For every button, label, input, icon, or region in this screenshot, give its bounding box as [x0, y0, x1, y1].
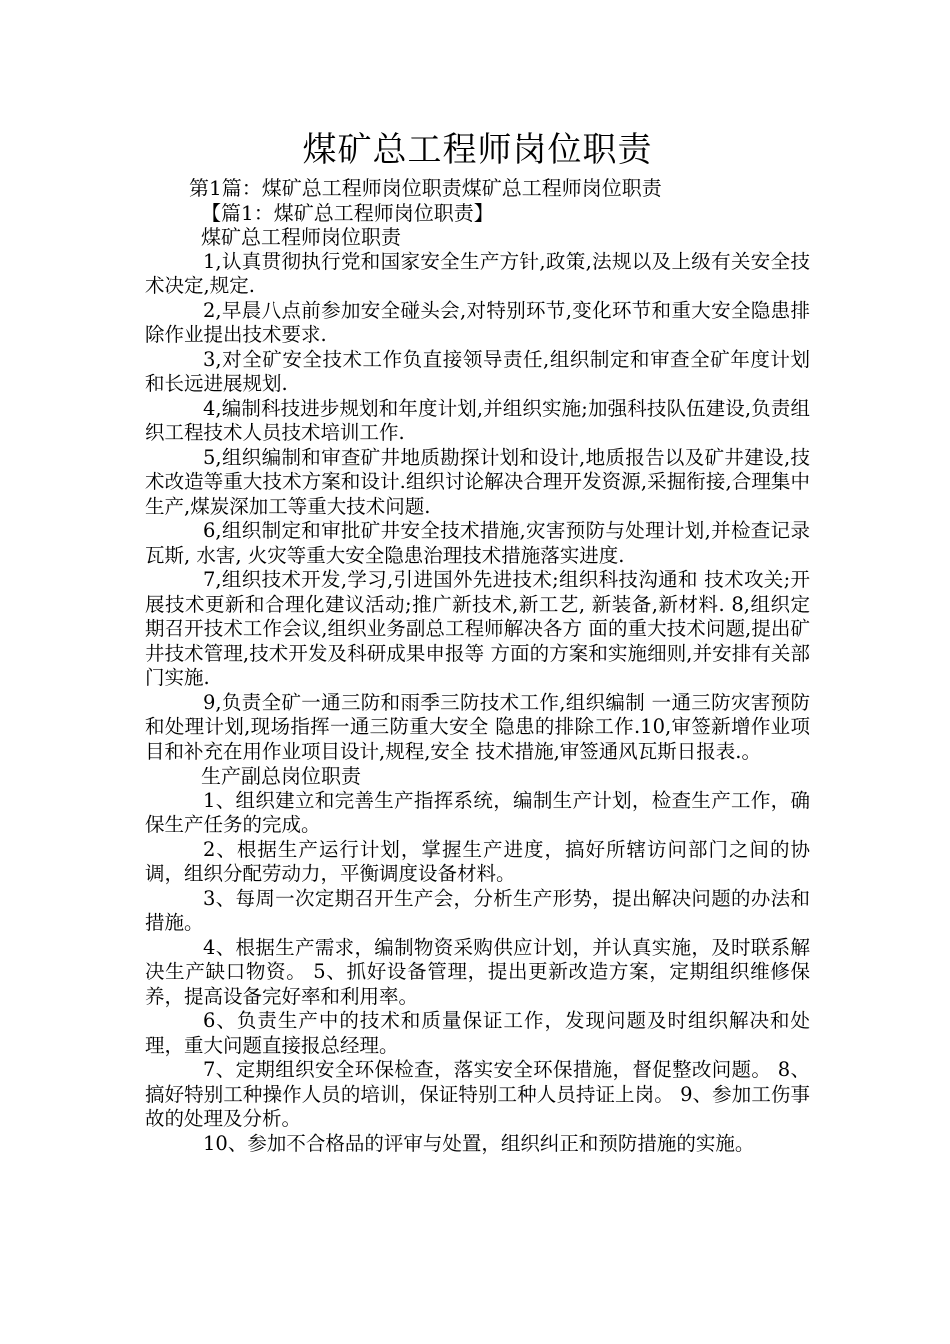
duty-item: 7、定期组织安全环保检查，落实安全环保措施，督促整改问题。 8、搞好特别工种操作人员的培训，保证特别工种人员持证上岗。 9、参加工伤事故的处理及分析。	[145, 1058, 810, 1130]
duty-item: 4、根据生产需求，编制物资采购供应计划，并认真实施，及时联系解决生产缺口物资。 5、抓好设备管理，提出更新改造方案，定期组织维修保养，提高设备完好率和利用率。	[145, 935, 810, 1008]
duty-item: 7,组织技术开发,学习,引进国外先进技术;组织科技沟通和 技术攻关;开展技术更新和合理化建议活动;推广新技术,新工艺, 新装备,新材料. 8,组织定期召开技术工作会议,组织业务副总工程师解决各方 面的重大技术问题,提出矿井技术管理,技术开发及科研成果申报等 方面的方案和实施细则,并安排有关部门实施.	[145, 568, 810, 689]
duty-item: 4,编制科技进步规划和年度计划,并组织实施;加强科技队伍建设,负责组织工程技术人员技术培训工作.	[145, 396, 810, 444]
document-title: 煤矿总工程师岗位职责	[302, 130, 653, 170]
duty-item: 3,对全矿安全技术工作负直接领导责任,组织制定和审查全矿年度计划和长远进展规划.	[145, 347, 810, 395]
duty-item: 3、每周一次定期召开生产会，分析生产形势，提出解决问题的办法和措施。	[145, 886, 810, 934]
duty-item: 1、组织建立和完善生产指挥系统，编制生产计划，检查生产工作，确保生产任务的完成。	[145, 788, 810, 836]
duty-item: 10、参加不合格品的评审与处置，组织纠正和预防措施的实施。	[203, 1131, 755, 1155]
duty-item: 6、负责生产中的技术和质量保证工作，发现问题及时组织解决和处理，重大问题直接报总经理。	[145, 1009, 810, 1057]
duty-item: 6,组织制定和审批矿井安全技术措施,灾害预防与处理计划,并检查记录瓦斯, 水害, 火灾等重大安全隐患治理技术措施落实进度.	[145, 519, 810, 567]
document-subtitle: 第1篇：煤矿总工程师岗位职责煤矿总工程师岗位职责	[189, 176, 662, 200]
duty-item: 1,认真贯彻执行党和国家安全生产方针,政策,法规以及上级有关安全技术决定,规定.	[145, 249, 810, 297]
duty-item: 5,组织编制和审查矿井地质勘探计划和设计,地质报告以及矿井建设,技术改造等重大技术方案和设计.组织讨论解决合理开发资源,采掘衔接,合理集中生产,煤炭深加工等重大技术问题.	[145, 445, 810, 518]
duty-item: 2,早晨八点前参加安全碰头会,对特别环节,变化环节和重大安全隐患排除作业提出技术要求.	[145, 298, 810, 346]
section2-title: 生产副总岗位职责	[201, 764, 361, 788]
duty-item: 2、根据生产运行计划，掌握生产进度，搞好所辖访问部门之间的协调，组织分配劳动力，平衡调度设备材料。	[145, 837, 810, 885]
bracket-heading: 【篇1：煤矿总工程师岗位职责】	[201, 200, 494, 225]
section1-title: 煤矿总工程师岗位职责	[201, 225, 401, 249]
duty-item: 9,负责全矿一通三防和雨季三防技术工作,组织编制 一通三防灾害预防和处理计划,现场指挥一通三防重大安全 隐患的排除工作.10,审签新增作业项目和补充在用作业项目设计,规程,安全 技术措施,审签通风瓦斯日报表.。	[145, 690, 810, 763]
